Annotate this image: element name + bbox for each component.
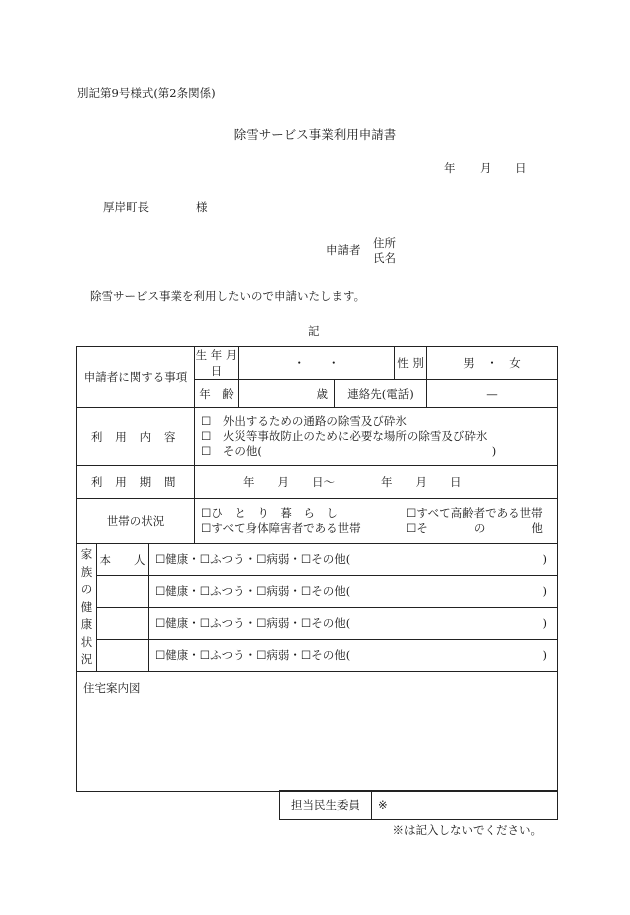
footnote: ※は記入しないでください。 <box>392 823 542 837</box>
staff-label: 担当民生委員 <box>280 791 372 820</box>
family-health-label-char: 健 <box>80 599 93 614</box>
page-title: 除雪サービス事業利用申請書 <box>233 127 397 142</box>
age-label: 年 齢 <box>195 380 239 408</box>
dob-field[interactable]: ・ ・ <box>239 347 395 380</box>
family-member-name-3[interactable] <box>97 608 149 640</box>
applicant-info-label: 申請者に関する事項 <box>77 347 195 408</box>
addressee-suffix: 様 <box>196 200 208 214</box>
household-option-alone[interactable]: ☐ひ と り 暮 ら し <box>201 506 338 520</box>
health-close: ) <box>542 648 548 662</box>
age-field[interactable] <box>239 380 335 408</box>
health-options[interactable]: ☐健康・☐ふつう・☐病弱・☐その他( <box>155 584 351 598</box>
family-health-label-char: 状 <box>80 634 93 649</box>
gender-label: 性 別 <box>395 347 427 380</box>
house-map-area[interactable] <box>77 672 558 792</box>
family-member-name-4[interactable] <box>97 640 149 672</box>
gender-field[interactable]: 男 ・ 女 <box>427 347 558 380</box>
application-form-table <box>76 346 558 792</box>
self-label: 本 人 <box>97 544 149 576</box>
house-map-label: 住宅案内図 <box>83 681 141 695</box>
usage-option-other[interactable]: ☐ その他( ) <box>201 444 497 458</box>
dob-label: 生 年 月 日 <box>195 348 238 378</box>
health-row-3[interactable] <box>149 608 558 640</box>
family-health-label-char: の <box>80 582 93 597</box>
family-health-label-char: 康 <box>80 617 93 632</box>
staff-field[interactable]: ※ <box>372 791 558 820</box>
household-option-other[interactable]: ☐そ の 他 <box>406 521 543 535</box>
household-option-elderly[interactable]: ☐すべて高齢者である世帯 <box>406 506 543 520</box>
name-label: 氏名 <box>373 251 396 265</box>
addressee: 厚岸町長 <box>103 200 149 214</box>
usage-option-fire-prevention[interactable]: ☐ 火災等事故防止のために必要な場所の除雪及び砕氷 <box>201 429 488 443</box>
contact-label: 連絡先(電話) <box>335 380 427 408</box>
health-options[interactable]: ☐健康・☐ふつう・☐病弱・☐その他( <box>155 552 351 566</box>
health-options[interactable]: ☐健康・☐ふつう・☐病弱・☐その他( <box>155 648 351 662</box>
staff-table <box>279 790 558 820</box>
household-option-disabled[interactable]: ☐すべて身体障害者である世帯 <box>201 521 361 535</box>
period-field[interactable]: 年 月 日〜 年 月 日 <box>195 466 558 499</box>
health-close: ) <box>542 616 548 630</box>
age-unit: 歳 <box>316 386 329 401</box>
usage-label: 利 用 内 容 <box>77 408 195 466</box>
health-close: ) <box>542 584 548 598</box>
applicant-label: 申請者 <box>326 243 361 257</box>
family-health-label-char: 況 <box>80 652 93 667</box>
health-row-2[interactable] <box>149 576 558 608</box>
health-options[interactable]: ☐健康・☐ふつう・☐病弱・☐その他( <box>155 616 351 630</box>
date-day-label: 日 <box>515 161 527 175</box>
family-health-label-char: 族 <box>80 564 93 579</box>
family-health-label <box>77 544 97 672</box>
usage-options <box>195 408 558 466</box>
family-health-label-text <box>77 546 96 669</box>
request-statement: 除雪サービス事業を利用したいので申請いたします。 <box>90 289 366 303</box>
form-id: 別記第9号様式(第2条関係) <box>77 86 216 100</box>
family-health-label-char: 家 <box>80 547 93 562</box>
contact-field[interactable]: — <box>427 380 558 408</box>
family-member-name-2[interactable] <box>97 576 149 608</box>
health-row-1[interactable] <box>149 544 558 576</box>
household-options <box>195 499 558 544</box>
health-close: ) <box>542 552 548 566</box>
date-year-label: 年 <box>444 161 456 175</box>
ki-heading: 記 <box>308 324 320 338</box>
address-label: 住所 <box>373 236 396 250</box>
period-label: 利 用 期 間 <box>77 466 195 499</box>
health-row-4[interactable] <box>149 640 558 672</box>
usage-option-snow-path[interactable]: ☐ 外出するための通路の除雪及び砕氷 <box>201 414 407 428</box>
household-label: 世帯の状況 <box>77 499 195 544</box>
date-month-label: 月 <box>480 161 492 175</box>
